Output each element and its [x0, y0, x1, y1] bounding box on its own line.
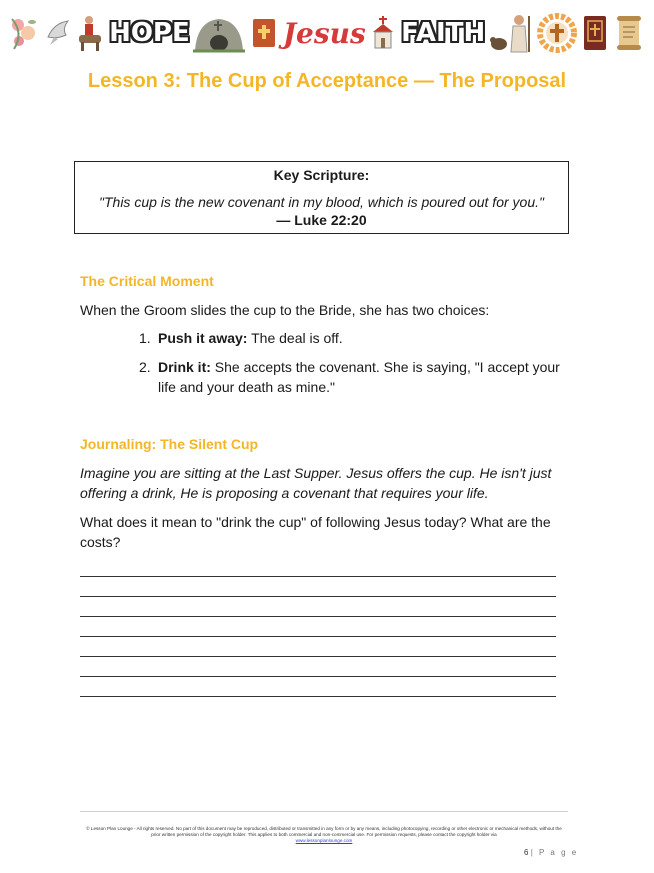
tomb-icon	[193, 13, 245, 53]
list-text	[158, 328, 343, 348]
banner-word-hope: HOPE	[109, 18, 190, 48]
church-icon	[369, 14, 397, 52]
page-title: Lesson 3: The Cup of Acceptance — The Proposal	[87, 70, 567, 92]
copyright-notice	[84, 826, 564, 844]
floral-cross-icon	[537, 12, 577, 54]
list-bold: Drink it:	[158, 359, 211, 375]
writing-line[interactable]	[80, 596, 556, 597]
list-number: 1.	[139, 330, 151, 346]
section-heading-critical-moment: The Critical Moment	[80, 273, 214, 289]
key-scripture-quote: "This cup is the new covenant in my blood, which is poured out for you."	[99, 194, 544, 210]
list-body: The deal is off.	[247, 330, 343, 346]
list-bold: Push it away:	[158, 330, 248, 346]
scroll-icon	[614, 13, 644, 53]
list-body: She accepts the covenant. She is saying, "I accept your life and your death as mine."	[158, 359, 560, 395]
donkey-rider-icon	[75, 13, 105, 53]
writing-line[interactable]	[80, 696, 556, 697]
banner-word-faith: FAITH	[401, 18, 486, 48]
writing-line[interactable]	[80, 616, 556, 617]
flower-wreath-icon	[8, 13, 40, 53]
key-scripture-label: Key Scripture:	[273, 167, 370, 183]
section-heading-journaling: Journaling: The Silent Cup	[80, 436, 259, 452]
banner-word-jesus: Jesus	[282, 16, 366, 50]
header-banner	[8, 10, 644, 56]
shepherd-icon	[489, 12, 533, 54]
page-number-value: 6	[524, 848, 529, 857]
journal-prompt: Imagine you are sitting at the Last Supper. Jesus offers the cup. He isn't just offering a drink, He is proposing a covenant that requires your life.	[80, 465, 552, 501]
list-item	[139, 328, 579, 348]
book-icon	[580, 13, 610, 53]
journal-question: What does it mean to "drink the cup" of following Jesus today? What are the costs?	[80, 514, 551, 550]
writing-lines[interactable]	[80, 576, 556, 716]
list-number: 2.	[139, 359, 151, 375]
website-link[interactable]: www.lessonplanlounge.com	[295, 838, 353, 843]
page-label: | P a g e	[530, 848, 579, 857]
writing-line[interactable]	[80, 636, 556, 637]
page-number	[524, 848, 578, 857]
list-item	[139, 357, 579, 397]
footer-divider	[80, 811, 568, 812]
choices-list	[139, 328, 579, 406]
writing-line[interactable]	[80, 656, 556, 657]
writing-line[interactable]	[80, 676, 556, 677]
key-scripture-reference: — Luke 22:20	[276, 212, 367, 228]
critical-intro: When the Groom slides the cup to the Bride, she has two choices:	[80, 302, 490, 318]
copyright-text: © Lesson Plan Lounge - All rights reserved. No part of this document may be reproduced, distributed or transmitted in any form or by any means, including photocopying, recording or other electronic or mechanical methods, without the prior written permission of the copyright holder. This applies to both commercial and non-commercial use. For permission requests, please contact the copyright holder via	[86, 826, 562, 837]
bible-icon	[249, 15, 279, 51]
list-text	[158, 357, 579, 397]
writing-line[interactable]	[80, 576, 556, 577]
dove-icon	[44, 15, 72, 51]
key-scripture-box	[74, 161, 569, 234]
